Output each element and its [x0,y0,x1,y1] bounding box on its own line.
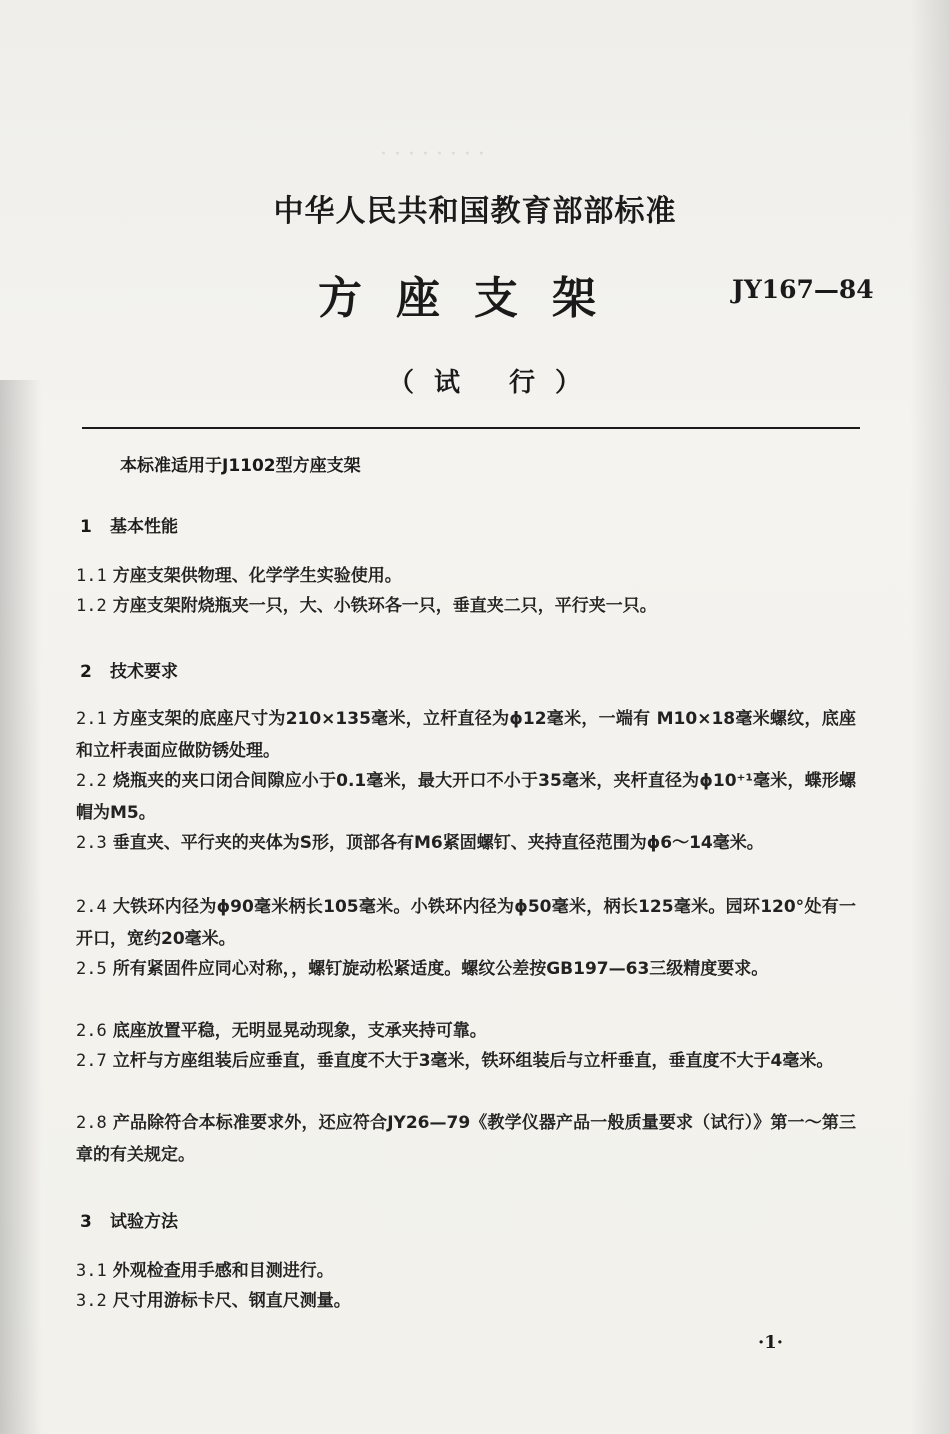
clause-text: 方座支架供物理、化学学生实验使用。 [112,566,402,586]
clause-number: 1.2 [76,596,107,616]
clause-text: 所有紧固件应同心对称，，螺钉旋动松紧适度。螺纹公差按GB197—63三级精度要求。 [112,959,769,979]
clause-1-1 [76,560,856,592]
trial-label: （试 行） [388,368,602,398]
clause-text: 底座放置平稳，无明显晃动现象，支承夹持可靠。 [112,1021,487,1041]
clause-number: 2.8 [76,1113,107,1133]
clause-2-1 [76,703,856,767]
clause-2-4 [76,891,856,955]
clause-3-2 [76,1285,856,1317]
clause-number: 2.2 [76,771,107,791]
clause-number: 3.1 [76,1261,107,1281]
section-heading-3 [80,1207,178,1232]
clause-2-7 [76,1045,856,1077]
clause-text: 尺寸用游标卡尺、钢直尺测量。 [112,1291,351,1311]
clause-number: 3.2 [76,1291,107,1311]
section-number: 2 [80,662,92,682]
org-title: 中华人民共和国教育部部标准 [273,194,677,229]
clause-2-2 [76,765,856,829]
section-number: 1 [80,517,92,537]
clause-text: 烧瓶夹的夹口闭合间隙应小于0.1毫米，最大开口不小于35毫米，夹杆直径为ϕ10⁺¹毫米，蝶形螺帽为M5。 [76,771,856,823]
clause-number: 2.5 [76,959,107,979]
scan-shadow-left [0,380,42,1434]
scope-statement: 本标准适用于J1102型方座支架 [120,456,361,476]
clause-1-2 [76,590,856,622]
clause-2-5 [76,953,856,985]
clause-number: 1.1 [76,566,107,586]
clause-text: 方座支架的底座尺寸为210×135毫米，立杆直径为ϕ12毫米，一端有 M10×18毫米螺纹，底座和立杆表面应做防锈处理。 [76,709,856,761]
section-title: 试验方法 [110,1212,178,1232]
section-title: 基本性能 [110,517,178,537]
section-number: 3 [80,1212,92,1232]
bleed-through-text: · · · · · · · · [380,142,485,167]
clause-text: 外观检查用手感和目测进行。 [112,1261,334,1281]
clause-2-6 [76,1015,856,1047]
page-number: ·1· [758,1332,784,1353]
section-title: 技术要求 [110,662,178,682]
standard-code: JY167—84 [732,275,874,304]
document-title: 方座支架 [318,273,630,324]
clause-number: 2.7 [76,1051,107,1071]
clause-2-8 [76,1107,856,1171]
section-heading-1 [80,512,178,537]
header-divider [82,427,860,429]
clause-text: 大铁环内径为ϕ90毫米柄长105毫米。小铁环内径为ϕ50毫米，柄长125毫米。园环120°处有一开口，宽约20毫米。 [76,897,856,949]
clause-number: 2.6 [76,1021,107,1041]
clause-2-3 [76,827,856,859]
clause-number: 2.1 [76,709,107,729]
clause-text: 立杆与方座组装后应垂直，垂直度不大于3毫米，铁环组装后与立杆垂直，垂直度不大于4毫米。 [112,1051,834,1071]
clause-number: 2.3 [76,833,107,853]
clause-3-1 [76,1255,856,1287]
section-heading-2 [80,657,178,682]
clause-text: 垂直夹、平行夹的夹体为S形，顶部各有M6紧固螺钉、夹持直径范围为ϕ6～14毫米。 [112,833,764,853]
clause-text: 方座支架附烧瓶夹一只，大、小铁环各一只，垂直夹二只，平行夹一只。 [112,596,657,616]
clause-text: 产品除符合本标准要求外，还应符合JY26—79《教学仪器产品一般质量要求（试行）》第一～第三章的有关规定。 [76,1113,856,1165]
clause-number: 2.4 [76,897,107,917]
